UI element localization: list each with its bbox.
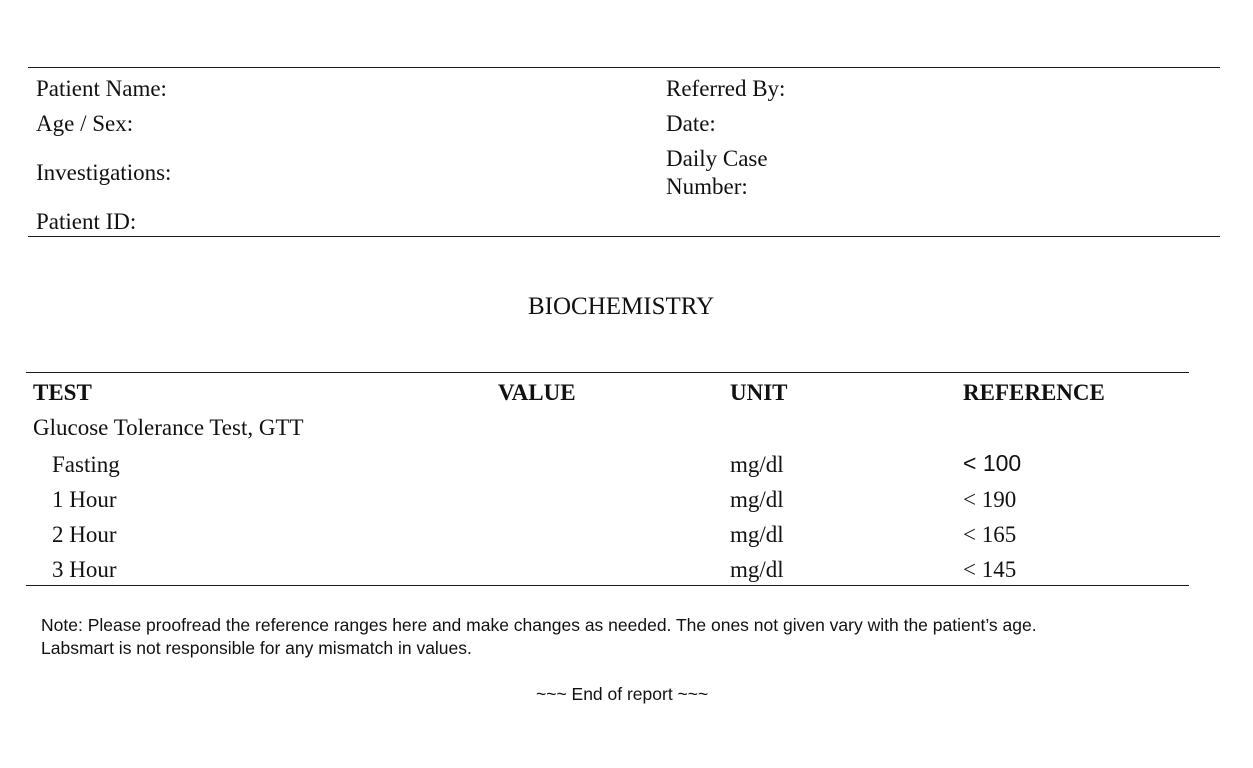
referred-by-label: Referred By:	[666, 76, 786, 101]
note-line-2: Labsmart is not responsible for any mismatch in values.	[41, 638, 472, 658]
patient-id-label: Patient ID:	[36, 209, 137, 234]
row-unit: mg/dl	[730, 557, 784, 582]
row-reference: < 165	[963, 522, 1017, 547]
col-header-test: TEST	[33, 380, 92, 405]
row-test-name: 2 Hour	[52, 522, 117, 547]
header-bottom-rule	[28, 236, 1220, 237]
header-top-rule	[28, 67, 1220, 68]
end-of-report: ~~~ End of report ~~~	[536, 684, 709, 704]
col-header-unit: UNIT	[730, 380, 788, 405]
test-group-label: Glucose Tolerance Test, GTT	[33, 415, 304, 440]
row-test-name: 1 Hour	[52, 487, 117, 512]
row-unit: mg/dl	[730, 487, 784, 512]
investigations-label: Investigations:	[36, 160, 172, 185]
row-unit: mg/dl	[730, 452, 784, 477]
table-bottom-rule	[26, 585, 1189, 586]
daily-case-number-label-line2: Number:	[666, 174, 748, 199]
section-title: BIOCHEMISTRY	[528, 293, 715, 320]
col-header-value: VALUE	[498, 380, 576, 405]
row-unit: mg/dl	[730, 522, 784, 547]
age-sex-label: Age / Sex:	[36, 111, 134, 136]
table-top-rule	[26, 372, 1189, 373]
note-line-1: Note: Please proofread the reference ranges here and make changes as needed. The ones not given vary with the patient’s age.	[41, 615, 1037, 635]
row-reference: < 190	[963, 487, 1017, 512]
daily-case-number-label-line1: Daily Case	[666, 146, 768, 171]
row-reference: < 100	[963, 450, 1022, 476]
date-label: Date:	[666, 111, 716, 136]
patient-name-label: Patient Name:	[36, 76, 167, 101]
row-test-name: Fasting	[52, 452, 120, 477]
col-header-reference: REFERENCE	[963, 380, 1105, 405]
row-test-name: 3 Hour	[52, 557, 117, 582]
row-reference: < 145	[963, 557, 1017, 582]
